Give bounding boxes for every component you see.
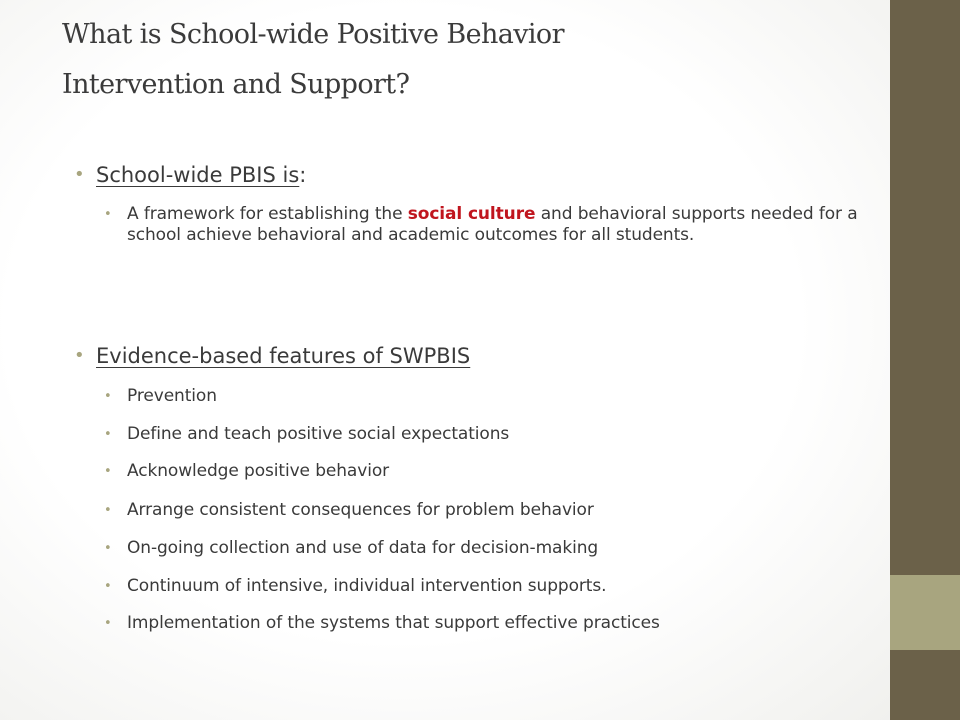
- highlight-social-culture: social culture: [407, 204, 536, 224]
- feature-item: • Prevention: [104, 386, 217, 406]
- bullet-icon: •: [74, 345, 85, 366]
- feature-item: • Acknowledge positive behavior: [104, 461, 390, 481]
- bullet-icon: •: [74, 164, 85, 185]
- section-heading-features: • Evidence-based features of SWPBIS: [74, 344, 471, 368]
- feature-item: • Define and teach positive social expectations: [104, 424, 510, 444]
- pbis-definition: • A framework for establishing the social culture and behavioral supports needed for a school achieve behavioral and academic outcomes for all students.: [104, 204, 858, 245]
- bullet-icon: •: [104, 579, 112, 594]
- slide-title-line-2: Intervention and Support?: [62, 69, 410, 100]
- bullet-icon: •: [104, 541, 112, 556]
- bullet-icon: •: [104, 464, 112, 479]
- bullet-icon: •: [104, 207, 112, 222]
- feature-item: • Continuum of intensive, individual intervention supports.: [104, 576, 607, 596]
- feature-item: • Arrange consistent consequences for problem behavior: [104, 500, 594, 520]
- bullet-icon: •: [104, 503, 112, 518]
- bullet-icon: •: [104, 616, 112, 631]
- bullet-icon: •: [104, 389, 112, 404]
- slide-title-line-1: What is School-wide Positive Behavior: [62, 19, 564, 50]
- section-heading-pbis: • School-wide PBIS is:: [74, 163, 307, 187]
- bullet-icon: •: [104, 427, 112, 442]
- feature-item: • On-going collection and use of data for decision-making: [104, 538, 599, 558]
- decorative-sidebar-accent: [890, 575, 960, 650]
- feature-item: • Implementation of the systems that support effective practices: [104, 613, 660, 633]
